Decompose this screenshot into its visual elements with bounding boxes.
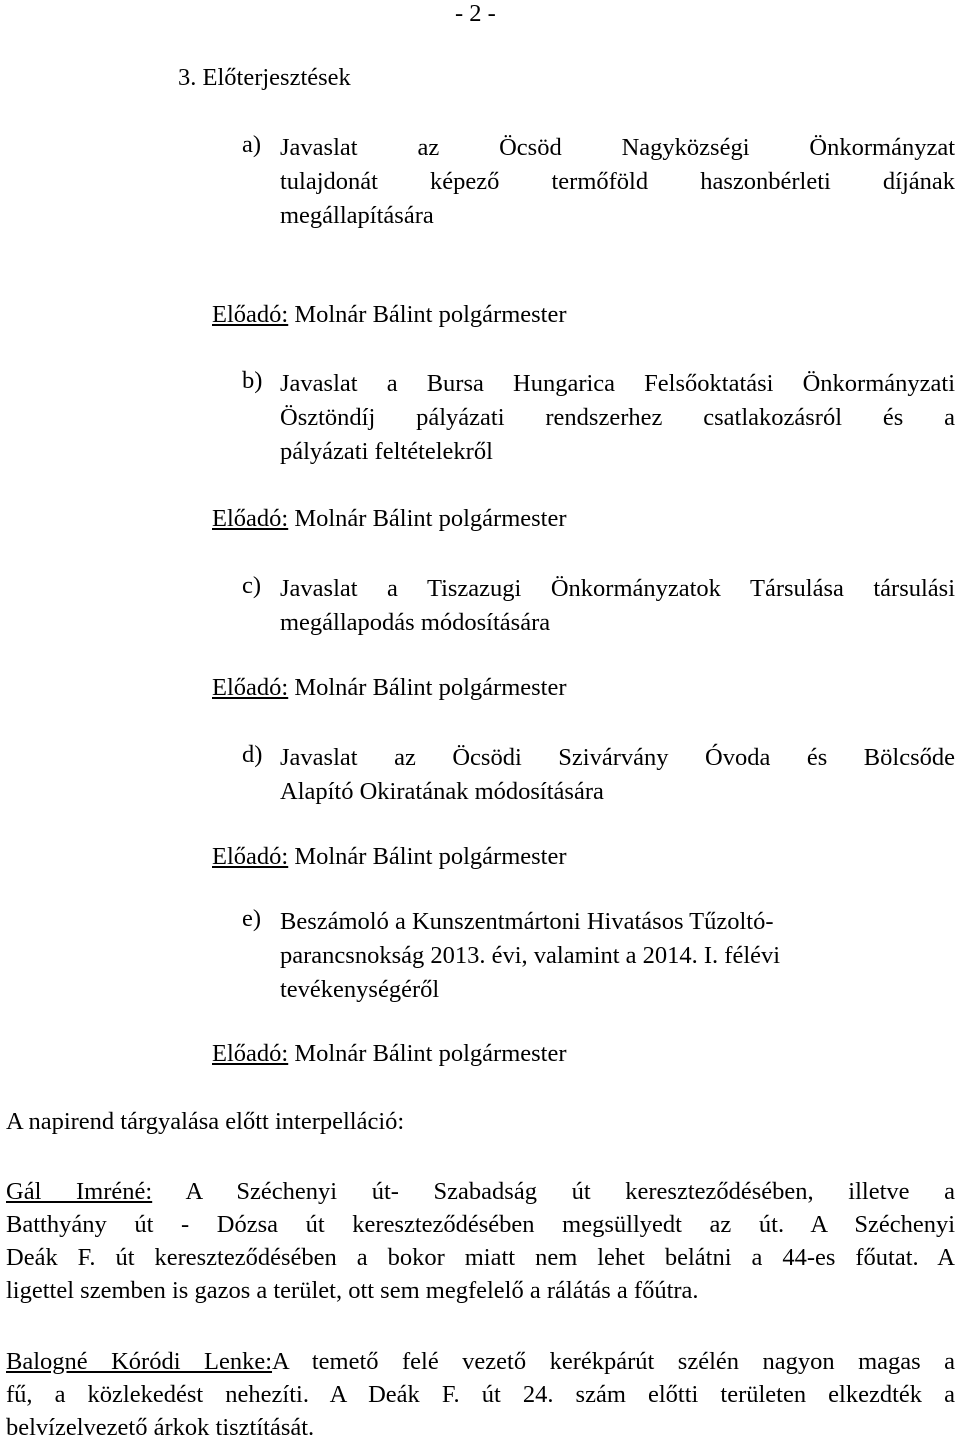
item-line: Alapító Okiratának módosítására: [280, 778, 604, 805]
speaker-line: [212, 301, 567, 329]
paragraph-line: Deák F. út kereszteződésében a bokor miatt nem lehet belátni a 44-es főutat. A: [6, 1244, 955, 1271]
speaker-name: Molnár Bálint polgármester: [294, 843, 567, 870]
paragraph-line: belvízelvezető árkok tisztítását.: [6, 1414, 315, 1441]
item-text: [280, 131, 955, 233]
speaker-label: Előadó:: [212, 505, 289, 532]
item-text: [280, 741, 955, 809]
speaker-label: Előadó:: [212, 674, 289, 701]
item-line: Javaslat az Öcsöd Nagyközségi Önkormányzat: [280, 134, 955, 161]
paragraph-line: [6, 1175, 955, 1208]
interpellation-paragraph: [6, 1345, 955, 1444]
speaker-name: Molnár Bálint polgármester: [294, 674, 567, 701]
item-text: [280, 367, 955, 469]
item-line: tulajdonát képező termőföld haszonbérleti díjának: [280, 168, 955, 195]
item-line: Ösztöndíj pályázati rendszerhez csatlakozásról és a: [280, 404, 955, 431]
item-text: [280, 572, 955, 640]
agenda-item-e: [242, 905, 955, 1007]
item-line: pályázati feltételekről: [280, 438, 493, 465]
item-line: megállapítására: [280, 202, 434, 229]
speaker-label: Előadó:: [212, 301, 289, 328]
interpellation-heading: A napirend tárgyalása előtt interpelláció:: [6, 1108, 405, 1135]
speaker-name: Molnár Bálint polgármester: [294, 1040, 567, 1067]
speaker-line: [212, 843, 567, 871]
item-line: Javaslat az Öcsödi Szivárvány Óvoda és Bölcsőde: [280, 744, 955, 771]
speaker-label: Előadó:: [212, 843, 289, 870]
item-line: Javaslat a Tiszazugi Önkormányzatok Társulása társulási: [280, 575, 955, 602]
paragraph-line: [6, 1345, 955, 1378]
item-letter: b): [242, 367, 263, 394]
agenda-item-c: [242, 572, 955, 640]
page-number: - 2 -: [455, 0, 496, 27]
paragraph-text: A Széchenyi út- Szabadság út kereszteződésében, illetve a: [185, 1178, 955, 1205]
speaker-name: Molnár Bálint polgármester: [294, 301, 567, 328]
item-letter: a): [242, 131, 262, 158]
paragraph-line: fű, a közlekedést nehezíti. A Deák F. út 24. szám előtti területen elkezdték a: [6, 1381, 955, 1408]
speaker-line: [212, 1040, 567, 1068]
interpellation-speaker: Gál Imréné:: [6, 1178, 153, 1205]
item-letter: c): [242, 572, 262, 599]
section-heading: 3. Előterjesztések: [178, 64, 351, 91]
item-letter: d): [242, 741, 263, 768]
agenda-item-b: [242, 367, 955, 469]
item-text: [280, 905, 955, 1007]
item-line: tevékenységéről: [280, 976, 440, 1003]
interpellation-speaker: Balogné Kóródi Lenke:: [6, 1348, 273, 1375]
interpellation-paragraph: [6, 1175, 955, 1307]
speaker-line: [212, 674, 567, 702]
paragraph-text: A temető felé vezető kerékpárút szélén nagyon magas a: [272, 1348, 955, 1375]
agenda-item-d: [242, 741, 955, 809]
item-line: Beszámoló a Kunszentmártoni Hivatásos Tűzoltó-: [280, 908, 774, 935]
item-letter: e): [242, 905, 262, 932]
item-line: parancsnokság 2013. évi, valamint a 2014. I. félévi: [280, 942, 781, 969]
paragraph-line: Batthyány út - Dózsa út kereszteződésében megsüllyedt az út. A Széchenyi: [6, 1211, 955, 1238]
item-line: megállapodás módosítására: [280, 609, 551, 636]
speaker-line: [212, 505, 567, 533]
paragraph-line: ligettel szemben is gazos a terület, ott sem megfelelő a rálátás a főútra.: [6, 1277, 699, 1304]
item-line: Javaslat a Bursa Hungarica Felsőoktatási Önkormányzati: [280, 370, 955, 397]
speaker-label: Előadó:: [212, 1040, 289, 1067]
agenda-item-a: [242, 131, 955, 233]
speaker-name: Molnár Bálint polgármester: [294, 505, 567, 532]
